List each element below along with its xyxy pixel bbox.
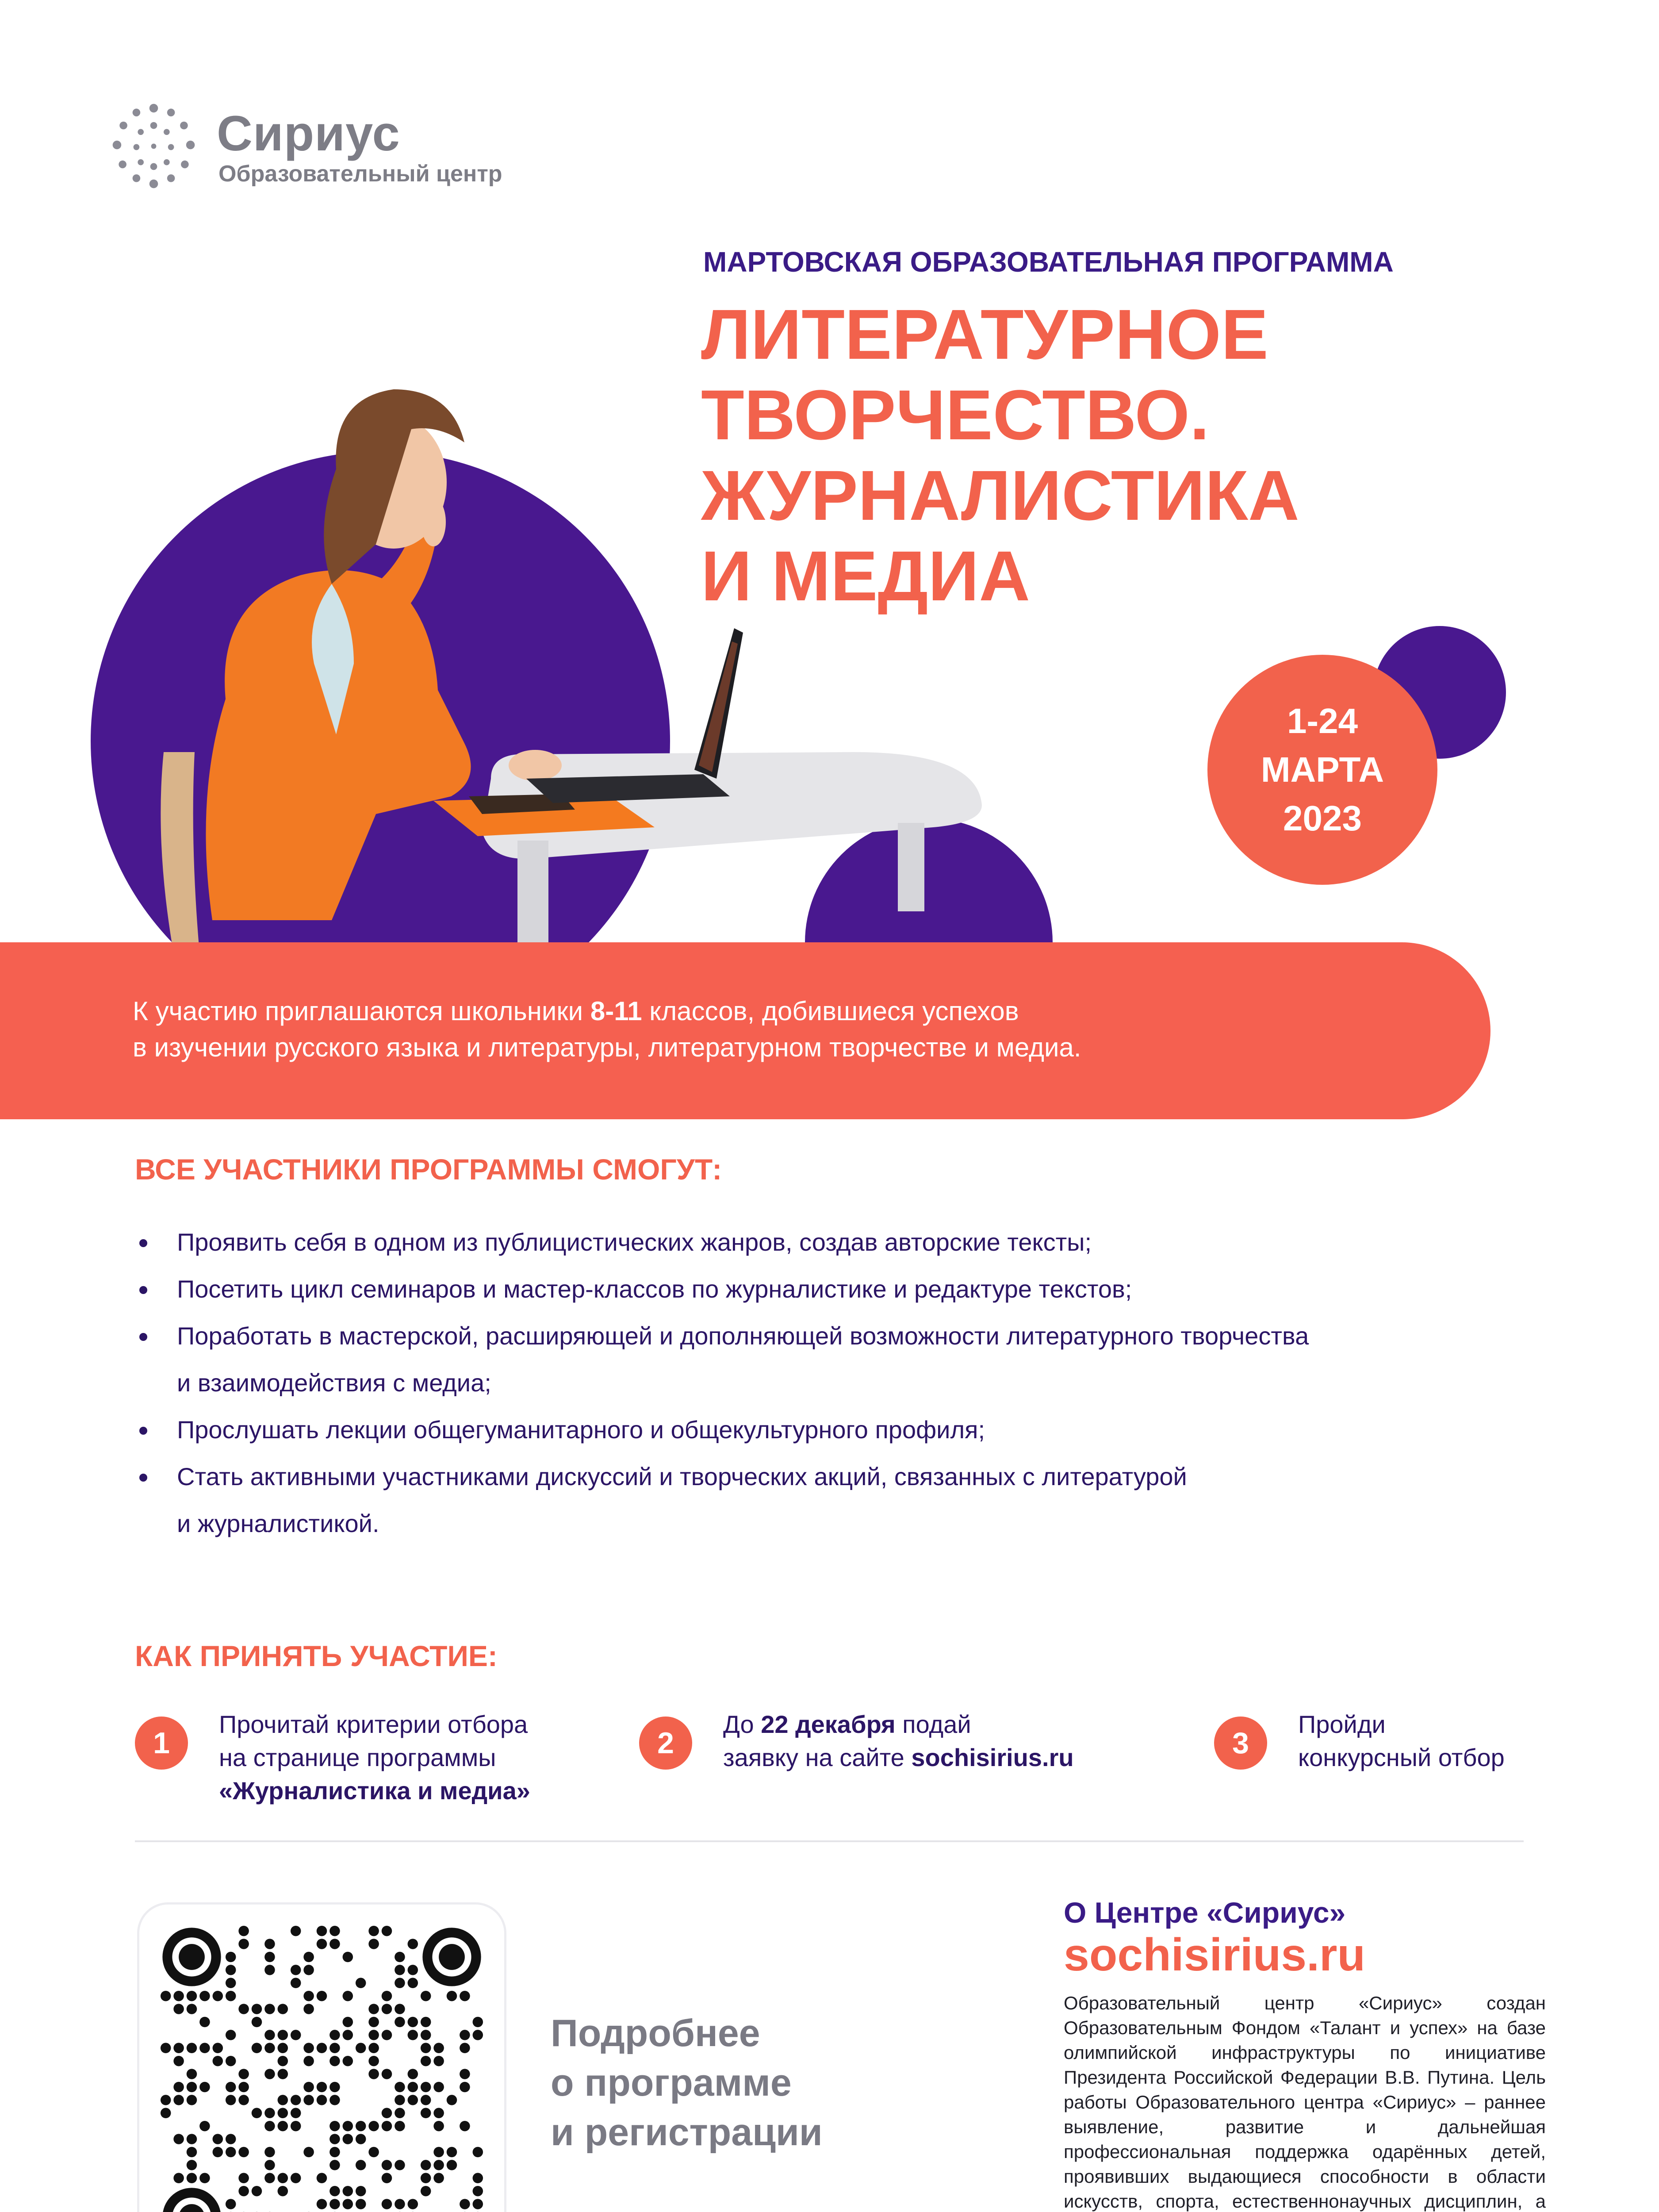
- howto-heading: КАК ПРИНЯТЬ УЧАСТИЕ:: [135, 1640, 498, 1672]
- program-pretitle: МАРТОВСКАЯ ОБРАЗОВАТЕЛЬНАЯ ПРОГРАММА: [703, 246, 1394, 278]
- step-3: [1214, 1708, 1612, 1823]
- about-text: Образовательный центр «Сириус» создан Образовательным Фондом «Талант и успех» на базе олимпийской инфраструктуры по инициативе Президента Российской Федерации В.В. Путина. Цель работы Образовательного центра «Сириус» – раннее выявление, развитие и дальнейшая профессиональная поддержка одарённых детей, проявивших выдающиеся способности в области искусств, спорта, естественнонаучных дисциплин, а: [1064, 1993, 1546, 2212]
- step-line: конкурсный отбор: [1298, 1743, 1505, 1771]
- qr-code-card[interactable]: [137, 1902, 506, 2212]
- title-line: ТВОРЧЕСТВО.: [701, 375, 1210, 454]
- banner-text-part: К участию приглашаются школьники: [133, 996, 590, 1026]
- site-link[interactable]: sochisirius.ru: [911, 1743, 1074, 1771]
- sirius-logo: [106, 100, 548, 201]
- about-title: О Центре «Сириус»: [1064, 1896, 1346, 1929]
- more-line: и регистрации: [551, 2111, 823, 2154]
- invitation-text: [133, 993, 1393, 1066]
- list-item: Посетить цикл семинаров и мастер-классов по журналистике и редактуре текстов;: [135, 1266, 1462, 1313]
- list-item: Проявить себя в одном из публицистических жанров, создав авторские тексты;: [135, 1219, 1462, 1266]
- list-item: Прослушать лекции общегуманитарного и общекультурного профиля;: [135, 1406, 1462, 1453]
- date-year: 2023: [1283, 799, 1362, 838]
- date-month: МАРТА: [1261, 750, 1384, 789]
- step-2: [639, 1708, 1126, 1823]
- banner-line-2: в изучении русского языка и литературы, литературном творчестве и медиа.: [133, 1033, 1081, 1062]
- step-line: подай: [895, 1710, 971, 1738]
- list-item-continuation: и журналистикой.: [177, 1509, 379, 1537]
- title-line: ЖУРНАЛИСТИКА: [701, 456, 1299, 535]
- more-line: о программе: [551, 2062, 792, 2104]
- banner-grades: 8-11: [590, 996, 642, 1026]
- step-number: 2: [639, 1717, 692, 1770]
- title-line: И МЕДИА: [701, 536, 1030, 615]
- program-title: [701, 294, 1409, 616]
- step-line: Прочитай критерии отбора: [219, 1710, 528, 1738]
- program-link[interactable]: «Журналистика и медиа»: [219, 1777, 530, 1805]
- participants-list: [135, 1219, 1462, 1547]
- list-item-continuation: и взаимодействия с медиа;: [177, 1369, 491, 1397]
- step-text: [1298, 1708, 1505, 1774]
- step-line: заявку на сайте: [723, 1743, 912, 1771]
- step-text: [219, 1708, 530, 1807]
- divider: [135, 1840, 1524, 1842]
- about-site-link[interactable]: sochisirius.ru: [1064, 1929, 1365, 1981]
- logo-name: Сириус: [217, 106, 400, 161]
- more-line: Подробнее: [551, 2012, 760, 2055]
- list-item: Поработать в мастерской, расширяющей и дополняющей возможности литературного творчества: [135, 1313, 1462, 1359]
- date-badge: [1207, 655, 1437, 885]
- title-line: ЛИТЕРАТУРНОЕ: [701, 295, 1268, 374]
- date-range: 1-24: [1287, 701, 1358, 741]
- logo-subtitle: Образовательный центр: [218, 161, 502, 187]
- step-line: До: [723, 1710, 761, 1738]
- step-text: [723, 1708, 1074, 1774]
- step-number: 3: [1214, 1717, 1267, 1770]
- qr-code-icon: [159, 1924, 484, 2212]
- step-1: [135, 1708, 621, 1823]
- list-item: Стать активными участниками дискуссий и творческих акций, связанных с литературой: [135, 1453, 1462, 1500]
- step-line: Пройди: [1298, 1710, 1386, 1738]
- more-info-text: [551, 2008, 823, 2157]
- participants-heading: ВСЕ УЧАСТНИКИ ПРОГРАММЫ СМОГУТ:: [135, 1153, 722, 1186]
- deadline-date: 22 декабря: [761, 1710, 896, 1738]
- sirius-dots-icon: [106, 100, 201, 195]
- step-number: 1: [135, 1717, 188, 1770]
- banner-text-part: классов, добившиеся успехов: [642, 996, 1019, 1026]
- step-line: на странице программы: [219, 1743, 496, 1771]
